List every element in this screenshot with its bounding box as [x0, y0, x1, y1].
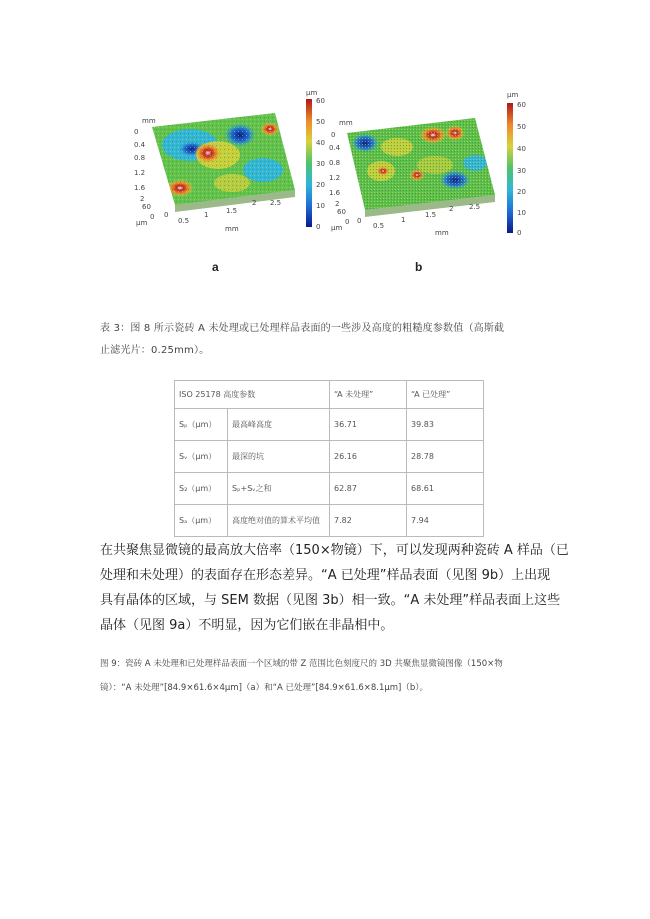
- value-cell: 28.78: [407, 441, 484, 473]
- y-tick: 0: [134, 128, 139, 136]
- y-tick: 1.6: [134, 184, 146, 192]
- colorbar-tick: 50: [316, 118, 325, 126]
- colorbar-unit-b: μm: [507, 91, 519, 99]
- z-axis-unit: μm: [331, 224, 343, 232]
- desc-cell: 最深的坑: [228, 441, 330, 473]
- x-tick: 1.5: [425, 211, 437, 219]
- x-tick: 1.5: [226, 207, 238, 215]
- z-axis-unit: μm: [136, 219, 148, 227]
- paragraph-line: 在共聚焦显微镜的最高放大倍率（150×物镜）下，可以发现两种瓷砖 A 样品（已: [100, 543, 569, 558]
- colorbar-unit-a: μm: [306, 89, 318, 97]
- colorbar-tick: 40: [517, 145, 526, 153]
- colorbar-tick: 0: [316, 223, 321, 231]
- x-tick: 0.5: [373, 222, 385, 230]
- table-caption: [100, 318, 580, 362]
- table-row: [175, 505, 484, 537]
- paragraph-line: 具有晶体的区域，与 SEM 数据（见图 3b）相一致。“A 未处理”样品表面上这些: [100, 593, 561, 608]
- colorbar-tick: 10: [316, 202, 325, 210]
- table-caption-line: 止滤光片：0.25mm）。: [100, 345, 210, 356]
- value-cell: 39.83: [407, 409, 484, 441]
- param-cell: Sₚ（μm）: [175, 409, 228, 441]
- colorbar-tick: 40: [316, 139, 325, 147]
- y-axis-unit: mm: [142, 117, 156, 125]
- figure-caption: [100, 652, 580, 700]
- y-axis-unit: mm: [339, 119, 353, 127]
- table-header-row: [175, 381, 484, 409]
- panel-letter-a: a: [212, 260, 219, 274]
- colorbar-a: [306, 99, 312, 227]
- param-cell: Sₐ（μm）: [175, 505, 228, 537]
- colorbar-tick: 10: [517, 209, 526, 217]
- x-tick: 0.5: [178, 217, 190, 225]
- roughness-table: [174, 380, 484, 537]
- body-paragraph: [100, 538, 580, 638]
- desc-cell: 最高峰高度: [228, 409, 330, 441]
- colorbar-tick: 50: [517, 123, 526, 131]
- paragraph-line: 晶体（见图 9a）不明显，因为它们嵌在非晶相中。: [100, 618, 394, 633]
- value-cell: 62.87: [330, 473, 407, 505]
- y-tick: 2: [140, 195, 145, 203]
- x-tick: 2: [252, 199, 257, 207]
- table-caption-line: 表 3：图 8 所示瓷砖 A 未处理或已处理样品表面的一些涉及高度的粗糙度参数值（高斯截: [100, 323, 505, 334]
- header-cell: “A 未处理”: [330, 381, 407, 409]
- desc-cell: 高度绝对值的算术平均值: [228, 505, 330, 537]
- figure-panel-b: [325, 85, 540, 274]
- figure-caption-line: 镜）：“A 未处理”[84.9×61.6×4μm]（a）和“A 已处理”[84.9×61.6×8.1μm]（b）。: [100, 683, 429, 693]
- value-cell: 26.16: [330, 441, 407, 473]
- colorbar-tick: 30: [517, 167, 526, 175]
- y-tick: 0.4: [329, 144, 341, 152]
- z-tick: 0: [345, 218, 350, 226]
- table-row: [175, 473, 484, 505]
- x-tick: 1: [204, 211, 209, 219]
- y-tick: 1.2: [134, 169, 146, 177]
- x-axis-unit: mm: [225, 225, 239, 233]
- header-cell: ISO 25178 高度参数: [175, 381, 330, 409]
- z-tick: 60: [142, 203, 151, 211]
- y-tick: 0: [331, 131, 336, 139]
- figure-panel-a: [120, 85, 330, 274]
- header-cell: “A 已处理”: [407, 381, 484, 409]
- x-axis-unit: mm: [435, 229, 449, 237]
- x-tick: 2.5: [469, 203, 481, 211]
- panel-letter-b: b: [415, 260, 423, 274]
- value-cell: 36.71: [330, 409, 407, 441]
- colorbar-tick: 60: [517, 101, 526, 109]
- value-cell: 7.82: [330, 505, 407, 537]
- surface-plot-b: [325, 85, 540, 270]
- x-tick: 0: [164, 211, 169, 219]
- x-tick: 2.5: [270, 199, 282, 207]
- y-tick: 0.8: [134, 154, 146, 162]
- value-cell: 7.94: [407, 505, 484, 537]
- colorbar-b: [507, 103, 513, 233]
- colorbar-tick: 20: [517, 188, 526, 196]
- y-tick: 0.8: [329, 159, 341, 167]
- table-row: [175, 441, 484, 473]
- value-cell: 68.61: [407, 473, 484, 505]
- x-tick: 1: [401, 216, 406, 224]
- param-cell: Sᵥ（μm）: [175, 441, 228, 473]
- colorbar-tick: 60: [316, 97, 325, 105]
- param-cell: S₂（μm）: [175, 473, 228, 505]
- z-tick: 0: [150, 213, 155, 221]
- y-tick: 0.4: [134, 141, 146, 149]
- table-row: [175, 409, 484, 441]
- y-tick: 2: [335, 200, 340, 208]
- colorbar-tick: 0: [517, 229, 522, 237]
- colorbar-tick: 30: [316, 160, 325, 168]
- desc-cell: Sₚ+Sᵥ之和: [228, 473, 330, 505]
- x-tick: 2: [449, 205, 454, 213]
- colorbar-tick: 20: [316, 181, 325, 189]
- z-tick: 60: [337, 208, 346, 216]
- surface-plot-a: [120, 85, 330, 270]
- y-tick: 1.6: [329, 189, 341, 197]
- y-tick: 1.2: [329, 174, 341, 182]
- figure-caption-line: 图 9：瓷砖 A 未处理和已处理样品表面一个区域的带 Z 范围比色刻度尺的 3D 共聚焦显微镜图像（150×物: [100, 659, 503, 669]
- paragraph-line: 处理和未处理）的表面存在形态差异。“A 已处理”样品表面（见图 9b）上出现: [100, 568, 551, 583]
- x-tick: 0: [357, 217, 362, 225]
